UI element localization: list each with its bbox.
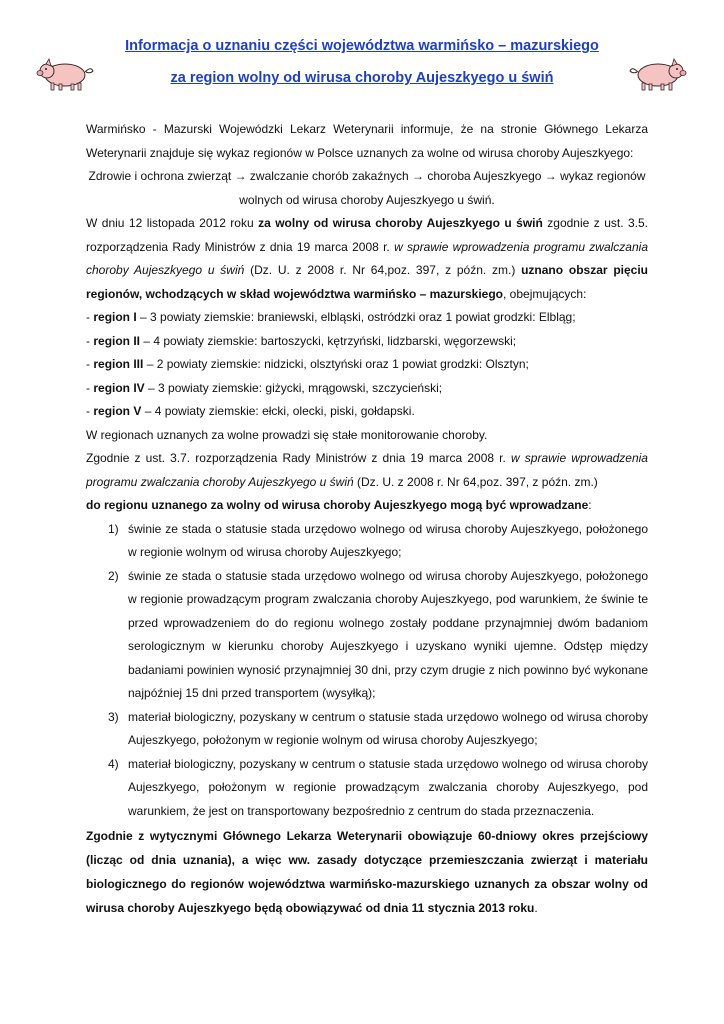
text-segment: W dniu 12 listopada 2012 roku: [86, 216, 259, 230]
list-number: 1): [108, 521, 119, 536]
region-name: region I: [93, 310, 137, 324]
list-text: materiał biologiczny, pozyskany w centrum o statusie stada urzędowo wolnego od wirusa choroby Aujeszkyego, położonym w regionie wolnym od wirusa choroby Aujeszkyego;: [128, 709, 648, 747]
bold-segment: do regionu uznanego za wolny od wirusa choroby Aujeszkyego mogą być wprowadzane: [86, 498, 589, 512]
region-text: – 4 powiaty ziemskie: ełcki, olecki, piski, gołdapski.: [141, 404, 415, 418]
document-title-line-1: Informacja o uznaniu części województwa warmińsko – mazurskiego: [125, 38, 599, 54]
bold-segment: Zgodnie z wytycznymi Głównego Lekarza Weterynarii obowiązuje 60-dniowy okres przejściowy (licząc od dnia uznania), a więc ww. zasady dotyczące przemieszczania zwierząt i materiału biologicznego do regionów województwa warmińsko-mazurskiego uznanych za obszar wolny od wirusa choroby Aujeszkyego będą obowiązywać od dnia 11 stycznia 2013 roku: [86, 829, 648, 915]
text-segment: :: [588, 498, 592, 512]
region-text: – 3 powiaty ziemskie: braniewski, elbląski, ostródzki oraz 1 powiat grodzki: Elbląg;: [136, 310, 576, 324]
region-text: – 4 powiaty ziemskie: bartoszycki, kętrzyński, lidzbarski, węgorzewski;: [140, 333, 517, 348]
list-item: [86, 706, 648, 753]
list-text: świnie ze stada o statusie stada urzędowo wolnego od wirusa choroby Aujeszkyego, położonego w regionie wolnym od wirusa choroby Aujeszkyego;: [128, 521, 648, 559]
list-text: materiał biologiczny, pozyskany w centrum o statusie stada urzędowo wolnego od wirusa choroby Aujeszkyego, położonym w regionie prowadzącym zwalczania choroby Aujeszkyego, pod warunkiem, że jest on transportowany bezpośrednio z centrum do stada przeznaczenia.: [128, 756, 648, 818]
text-segment: zgodnie z ust. 3.5. rozporządzenia Rady Ministrów z dnia 19 marca 2008 r.: [86, 216, 648, 254]
list-number: 4): [108, 756, 119, 771]
document-header: [0, 30, 724, 100]
list-item: [86, 518, 648, 565]
region-item: [86, 330, 648, 354]
region-item: [86, 353, 648, 377]
bold-segment: uznano obszar pięciu regionów, wchodzących w skład województwa warmińsko – mazurskiego: [86, 263, 649, 301]
region-name: region III: [93, 357, 144, 371]
recognition-paragraph: [86, 212, 648, 306]
final-paragraph: [86, 824, 648, 920]
intro-paragraph: Warmińsko - Mazurski Wojewódzki Lekarz Weterynarii informuje, że na stronie Głównego Lekarza Weterynarii znajduje się wykaz regionów w Polsce uznanych za wolne od wirusa choroby Aujeszkyego:: [86, 122, 648, 160]
monitoring-paragraph: W regionach uznanych za wolne prowadzi się stałe monitorowanie choroby.: [86, 427, 488, 442]
text-segment: Zgodnie z ust. 3.7. rozporządzenia Rady Ministrów z dnia 19 marca 2008 r.: [86, 451, 511, 465]
region-text: – 2 powiaty ziemskie: nidzicki, olsztyński oraz 1 powiat grodzki: Olsztyn;: [143, 357, 529, 371]
text-segment: (Dz. U. z 2008 r. Nr 64,poz. 397, z późn. zm.): [353, 474, 598, 489]
text-segment: , obejmujących:: [503, 286, 587, 301]
navigation-path: Zdrowie i ochrona zwierząt → zwalczanie chorób zakaźnych → choroba Aujeszkyego → wykaz regionów wolnych od wirusa choroby Aujeszkyego u świń.: [88, 169, 646, 207]
region-prefix: -: [86, 380, 94, 395]
region-prefix: -: [86, 333, 94, 348]
conditions-list: [86, 518, 648, 824]
region-prefix: -: [86, 357, 94, 371]
region-prefix: -: [86, 404, 94, 418]
text-segment: .: [534, 901, 538, 915]
italic-segment: w sprawie wprowadzenia programu zwalczania choroby Aujeszkyego u świń: [86, 451, 648, 489]
bold-segment: za wolny od wirusa choroby Aujeszkyego u świń: [258, 216, 543, 230]
region-item: [86, 377, 648, 401]
region-name: region V: [93, 404, 142, 418]
region-prefix: -: [86, 310, 94, 324]
region-item: [86, 306, 648, 330]
region-text: – 3 powiaty ziemskie: giżycki, mrągowski, szczycieński;: [144, 380, 443, 395]
document-body: [86, 118, 648, 920]
list-number: 3): [108, 709, 119, 724]
document-title-line-2: za region wolny od wirusa choroby Aujeszkyego u świń: [170, 70, 554, 86]
region-name: region IV: [93, 380, 145, 395]
region-name: region II: [93, 333, 141, 348]
italic-segment: w sprawie wprowadzenia programu zwalczania choroby Aujeszkyego u świń: [86, 239, 648, 277]
text-segment: (Dz. U. z 2008 r. Nr 64,poz. 397, z późn. zm.): [244, 263, 522, 277]
list-item: [86, 565, 648, 706]
list-text: świnie ze stada o statusie stada urzędowo wolnego od wirusa choroby Aujeszkyego, położonego w regionie prowadzącym program zwalczania choroby Aujeszkyego, pod warunkiem, że świnie te przed wprowadzeniem do do regionu wolnego zostały poddane przynajmniej dwóm badaniom serologicznym w kierunku choroby Aujeszkyego i uzyskano wyniki ujemne. Odstęp między badaniami powinien wynosić przynajmniej 30 dni, przy czym drugie z nich powinno być wykonane najpóźniej 15 dni przed transportem (wysyłką);: [128, 568, 648, 700]
list-number: 2): [108, 568, 119, 583]
list-item: [86, 753, 648, 824]
region-item: [86, 400, 648, 424]
regions-list: [86, 306, 648, 424]
pig-icon: [626, 56, 688, 92]
regulation-paragraph: [86, 447, 648, 518]
